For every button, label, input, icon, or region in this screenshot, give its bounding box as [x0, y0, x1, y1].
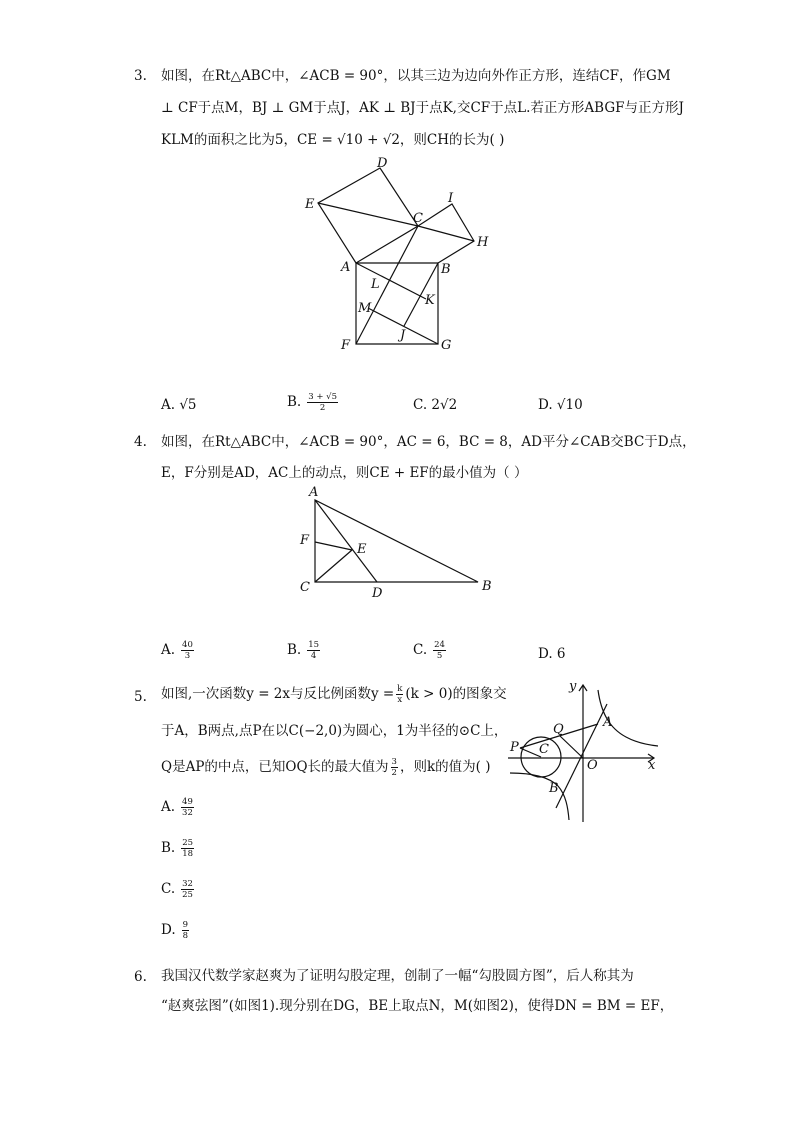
question-3-line-1: 如图，在Rt△ABC中，∠ACB = 90°，以其三边为边向外作正方形，连结CF，作GM — [161, 68, 671, 84]
question-3-number: 3. — [134, 68, 147, 84]
label-C: C — [413, 211, 423, 226]
question-6-number: 6. — [134, 969, 147, 985]
q3-option-a[interactable]: A. √5 — [161, 397, 197, 413]
question-5-number: 5. — [134, 689, 147, 705]
label-y: y — [569, 679, 577, 694]
question-3-line-2: ⊥ CF于点M，BJ ⊥ GM于点J，AK ⊥ BJ于点K,交CF于点L.若正方形ABGF与正方形J — [161, 100, 684, 116]
label-O: O — [587, 758, 598, 773]
label-B: B — [441, 262, 451, 277]
label-Q: Q — [553, 722, 564, 737]
question-5-line-1: 如图,一次函数y = 2x与反比例函数y = $\frac{k}{x}$ (k > 0)的图象交 — [161, 684, 507, 705]
q5-option-d-fraction: $\frac{9}{8}$ — [182, 920, 189, 941]
q4-option-c-fraction: $\frac{24}{5}$ — [434, 640, 445, 661]
q4-option-b-fraction: $\frac{15}{4}$ — [308, 640, 320, 661]
label-E: E — [357, 542, 367, 557]
label-B: B — [549, 781, 559, 796]
label-C: C — [539, 742, 549, 757]
q5-option-a[interactable]: A. $\frac{49}{32}$ — [161, 797, 193, 818]
question-3-line-3: KLM的面积之比为5，CE = √10 + √2，则CH的长为( ) — [161, 132, 505, 148]
q5-option-b-fraction: $\frac{25}{18}$ — [182, 838, 194, 859]
label-x: x — [648, 758, 656, 773]
q4-option-a[interactable]: A. $\frac{40}{3}$ — [161, 640, 193, 661]
label-I: I — [448, 191, 454, 206]
label-L: L — [371, 277, 380, 292]
label-D: D — [372, 586, 383, 601]
q5-option-a-fraction: $\frac{49}{32}$ — [182, 797, 193, 818]
q4-option-a-fraction: $\frac{40}{3}$ — [182, 640, 193, 661]
label-A: A — [603, 715, 613, 730]
q3-option-b-label: B. — [287, 394, 302, 410]
label-F: F — [341, 338, 351, 353]
label-G: G — [441, 338, 452, 353]
q5-option-d[interactable]: D. $\frac{9}{8}$ — [161, 920, 189, 941]
label-K: K — [425, 293, 435, 308]
label-C: C — [300, 580, 310, 595]
q4-option-b[interactable]: B. $\frac{15}{4}$ — [287, 640, 320, 661]
q3-option-b[interactable] — [287, 392, 338, 413]
q5-option-c-fraction: $\frac{32}{25}$ — [182, 879, 193, 900]
label-F: F — [300, 533, 310, 548]
q5-option-c[interactable]: C. $\frac{32}{25}$ — [161, 879, 193, 900]
q4-option-c[interactable]: C. $\frac{24}{5}$ — [413, 640, 445, 661]
q4-option-d[interactable]: D. 6 — [538, 646, 566, 662]
label-A: A — [341, 260, 351, 275]
q5-option-b[interactable]: B. $\frac{25}{18}$ — [161, 838, 194, 859]
label-P: P — [510, 740, 519, 755]
question-4-number: 4. — [134, 434, 147, 450]
question-4-line-2: E，F分别是AD，AC上的动点，则CE + EF的最小值为（ ） — [161, 465, 528, 481]
question-5-figure — [500, 675, 670, 830]
label-M: M — [358, 301, 372, 316]
label-J: J — [400, 328, 406, 343]
q3-option-b-fraction: $\frac{3 + √5}{2}$ — [308, 392, 337, 413]
question-6-line-1: 我国汉代数学家赵爽为了证明勾股定理，创制了一幅“勾股圆方图”，后人称其为 — [161, 968, 634, 984]
question-4-line-1: 如图，在Rt△ABC中，∠ACB = 90°，AC = 6，BC = 8，AD平分∠CAB交BC于D点， — [161, 434, 696, 450]
label-D: D — [377, 156, 388, 171]
question-3-figure — [290, 150, 510, 360]
q3-option-d[interactable]: D. √10 — [538, 397, 583, 413]
label-A: A — [309, 485, 319, 500]
question-5-line-3: Q是AP的中点，已知OQ长的最大值为 $\frac{3}{2}$ ，则k的值为( ) — [161, 757, 491, 778]
label-H: H — [477, 235, 489, 250]
label-B: B — [482, 579, 492, 594]
question-4-figure — [295, 485, 505, 605]
q3-option-c[interactable]: C. 2√2 — [413, 397, 458, 413]
label-E: E — [305, 197, 315, 212]
question-6-line-2: “赵爽弦图”(如图1).现分别在DG，BE上取点N，M(如图2)，使得DN = BM = EF， — [161, 998, 674, 1014]
question-5-line-2: 于A，B两点,点P在以C(−2,0)为圆心，1为半径的⊙C上， — [161, 723, 508, 739]
